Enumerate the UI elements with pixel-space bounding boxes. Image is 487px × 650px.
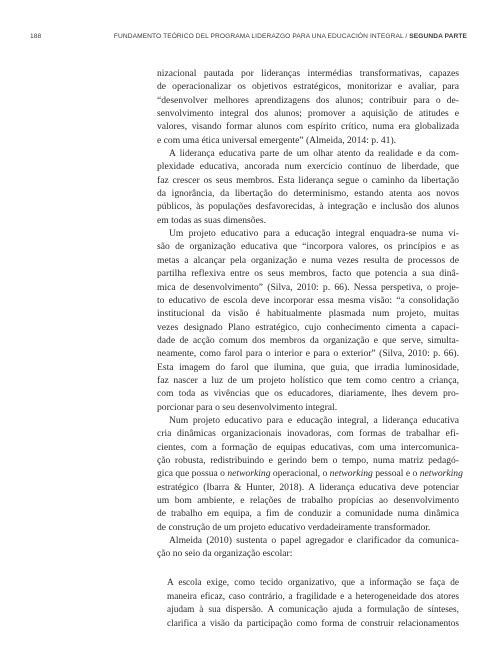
running-title xyxy=(114,33,467,40)
text-line: neamente, como farol para o interior e para o exterior” (Silva, 2010: p. 66). xyxy=(157,348,459,360)
text-line: Almeida (2010) sustenta o papel agregador e clarificador da comunica- xyxy=(169,535,459,547)
text-line: cientes, com a formação de equipas educativas, com uma intercomunica- xyxy=(157,441,459,453)
paragraph-1 xyxy=(157,67,459,147)
text-line: em todas as suas dimensões. xyxy=(157,214,266,226)
text-line: senvolvimento integral dos alunos; promover a aquisição de atitudes e xyxy=(157,108,459,120)
quote-line: clarifica a visão da participação como forma de construir relacionamentos xyxy=(167,619,459,630)
emphasis-term: networking xyxy=(419,468,463,480)
text-line: um bom ambiente, e relações de trabalho propícias ao desenvolvimento xyxy=(157,495,459,506)
text-line: plexidade educativa, ancorada num exercício contínuo de liberdade, que xyxy=(157,161,459,173)
page-number: 188 xyxy=(30,33,42,40)
text-line: institucional da visão é habitualmente plasmada num projeto, muitas xyxy=(157,308,459,320)
quote-line: ajudam à sua dispersão. A comunicação ajuda a formulação de sínteses, xyxy=(167,605,459,616)
text-line: mica de desenvolvimento” (Silva, 2010: p. 66). Nessa perspetiva, o proje- xyxy=(157,281,459,293)
text-line: ção robusta, redistribuindo e gerindo bem o tempo, numa matriz pedagó- xyxy=(157,454,459,466)
block-quote xyxy=(157,577,459,632)
running-title-text: FUNDAMENTO TEÓRICO DEL PROGRAMA LIDERAZGO PARA UNA EDUCACIÓN INTEGRAL / xyxy=(113,33,408,40)
text-line: públicos, às populações desfavorecidas, à integração e inclusão dos alunos xyxy=(157,201,459,213)
text-line: são de organização educativa que “incorpora valores, os princípios e as xyxy=(157,241,459,253)
text-line: A liderança educativa parte de um olhar atento da realidade e da com- xyxy=(169,148,459,160)
text-line: e com uma ética universal emergente” (Almeida, 2014: p. 41). xyxy=(157,134,397,146)
text-line: nizacional pautada por lideranças intermédias transformativas, capazes xyxy=(157,68,459,79)
quote-line: A escola exige, como tecido organizativo, que a informação se faça de xyxy=(167,577,459,588)
text-line: de construção de um projeto educativo verdadeiramente transformador. xyxy=(157,521,431,533)
paragraph-3 xyxy=(157,227,459,414)
text-line: vezes designado Plano estratégico, cujo conhecimento cimenta a capaci- xyxy=(157,321,459,333)
text-line: de trabalho em equipa, a fim de conduzir a comunidade numa dinâmica xyxy=(157,508,459,520)
text-line: cria dinâmicas organizacionais inovadoras, com formas de trabalhar efi- xyxy=(157,428,459,440)
text-line: com toda as vivências que os educadores, diariamente, lhes devem pro- xyxy=(157,388,459,400)
text-line: faz crescer os seus membros. Esta liderança segue o caminho da libertação xyxy=(157,174,459,186)
text-line: Num projeto educativo para e educação integral, a liderança educativa xyxy=(169,414,459,426)
paragraph-5 xyxy=(157,534,459,561)
text-line: “desenvolver melhores aprendizagens dos alunos; contribuir para o de- xyxy=(157,94,459,106)
text-line: valores, visando formar alunos com espírito crítico, numa era globalizada xyxy=(157,121,459,133)
text-line: estratégico (Ibarra & Hunter, 2018). A liderança educativa deve potenciar xyxy=(157,481,459,493)
emphasis-term: networking xyxy=(227,468,271,480)
text-line: da ignorância, da libertação do determinismo, estando atenta aos novos xyxy=(157,188,459,200)
text-line: metas a alcançar pela organização e numa vezes resulta de processos de xyxy=(157,254,459,266)
body-text xyxy=(157,67,463,632)
text-line: ção no seio da organização escolar: xyxy=(157,548,293,560)
text-line: Esta imagem do farol que ilumina, que guia, que irradia luminosidade, xyxy=(157,361,459,373)
quote-line: maneira eficaz, caso contrário, a fragilidade e a heterogeneidade dos atores xyxy=(167,591,459,602)
paragraph-2 xyxy=(157,147,459,227)
text-line: de operacionalizar os objetivos estratégicos, monitorizar e avaliar, para xyxy=(157,81,459,93)
text-line: porcionar para o seu desenvolvimento integral. xyxy=(157,401,338,413)
emphasis-term: networking xyxy=(329,468,373,480)
text-line: Um projeto educativo para a educação integral enquadra-se numa vi- xyxy=(169,228,459,240)
text-line: to educativo de escola deve incorporar essa mesma visão: “a consolidação xyxy=(157,294,459,306)
paragraph-4 xyxy=(157,414,463,534)
text-line: gica que possua o networking operacional, o networking pessoal e o networking xyxy=(157,468,463,480)
text-line: partilha reflexiva entre os seus membros, facto que potencia a sua dinâ- xyxy=(157,268,459,280)
text-line: dade de acção comum dos membros da organização e que serve, simulta- xyxy=(157,334,459,346)
text-line: faz nascer a luz de um projeto holístico que tem como centro a criança, xyxy=(157,374,459,386)
page-header xyxy=(30,33,467,45)
part-label: SEGUNDA PARTE xyxy=(409,33,467,40)
